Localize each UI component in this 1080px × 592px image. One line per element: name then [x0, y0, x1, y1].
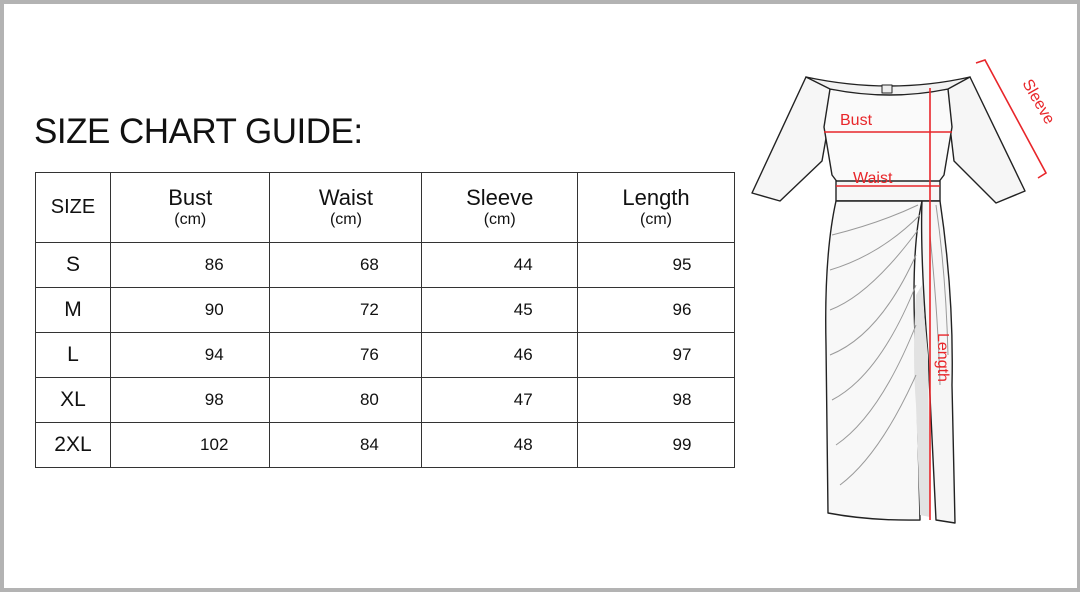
sleeve-cell: 45 — [422, 288, 578, 333]
header-size: SIZE — [36, 173, 111, 243]
sleeve-cell: 47 — [422, 378, 578, 423]
page-title: SIZE CHART GUIDE: — [34, 112, 363, 151]
length-cell: 96 — [578, 288, 735, 333]
waist-cell: 80 — [270, 378, 422, 423]
table-row — [36, 243, 735, 288]
waist-cell: 72 — [270, 288, 422, 333]
waist-cell: 76 — [270, 333, 422, 378]
sleeve-label: Sleeve — [1018, 76, 1058, 128]
table-row — [36, 333, 735, 378]
dress-diagram — [740, 55, 1070, 535]
header-bust — [110, 173, 269, 243]
bust-cell: 90 — [110, 288, 269, 333]
size-cell: XL — [36, 378, 111, 423]
sleeve-cell: 48 — [422, 423, 578, 468]
header-sleeve-label: Sleeve — [466, 184, 534, 210]
header-waist-label: Waist — [318, 184, 374, 210]
bust-cell: 102 — [110, 423, 269, 468]
header-waist — [270, 173, 422, 243]
header-bust-label: Bust — [168, 184, 213, 210]
length-cell: 98 — [578, 378, 735, 423]
table-row — [36, 288, 735, 333]
header-bust-unit: (cm) — [174, 210, 207, 228]
header-waist-unit: (cm) — [329, 210, 362, 228]
size-chart-table — [35, 172, 735, 468]
sleeve-cell: 46 — [422, 333, 578, 378]
size-cell: M — [36, 288, 111, 333]
length-cell: 95 — [578, 243, 735, 288]
bust-cell: 94 — [110, 333, 269, 378]
dress-illustration — [752, 77, 1025, 523]
size-cell: S — [36, 243, 111, 288]
waist-cell: 84 — [270, 423, 422, 468]
header-sleeve-unit: (cm) — [483, 210, 516, 228]
waist-label: Waist — [853, 170, 893, 187]
header-sleeve — [422, 173, 578, 243]
sleeve-cell: 44 — [422, 243, 578, 288]
table-header-row — [36, 173, 735, 243]
header-length — [578, 173, 735, 243]
bust-cell: 98 — [110, 378, 269, 423]
size-cell: 2XL — [36, 423, 111, 468]
table-row — [36, 423, 735, 468]
length-cell: 99 — [578, 423, 735, 468]
bust-cell: 86 — [110, 243, 269, 288]
size-cell: L — [36, 333, 111, 378]
table-row — [36, 378, 735, 423]
header-length-unit: (cm) — [640, 210, 672, 228]
bust-label: Bust — [840, 112, 873, 129]
waist-cell: 68 — [270, 243, 422, 288]
length-cell: 97 — [578, 333, 735, 378]
header-length-label: Length — [622, 184, 690, 210]
length-label: Length — [934, 333, 951, 382]
